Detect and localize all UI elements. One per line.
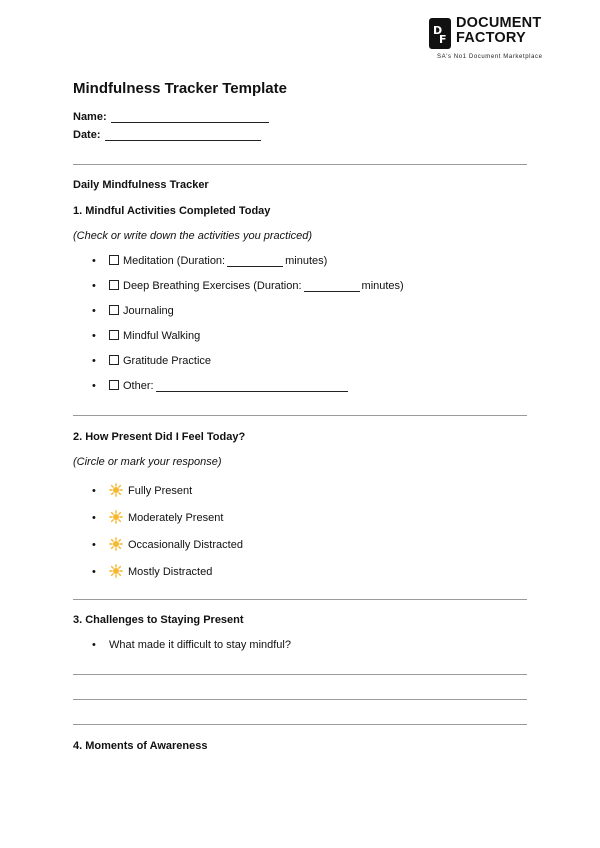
sun-icon (109, 564, 123, 578)
list-item-walking[interactable] (92, 330, 200, 342)
name-line[interactable] (111, 111, 269, 123)
section-3-heading: 3. Challenges to Staying Present (73, 614, 244, 626)
gratitude-label: Gratitude Practice (123, 355, 212, 367)
checkbox-icon[interactable] (109, 280, 119, 290)
bullet-icon: • (92, 280, 96, 292)
bullet-icon: • (92, 512, 96, 524)
checkbox-icon[interactable] (109, 380, 119, 390)
bullet-icon: • (92, 330, 96, 342)
name-label: Name: (73, 111, 107, 123)
section-4-heading: 4. Moments of Awareness (73, 740, 208, 752)
option-occasionally-distracted[interactable] (92, 537, 243, 551)
answer-line[interactable] (73, 674, 527, 675)
section-2-instruction: (Circle or mark your response) (73, 456, 222, 468)
logo-line-1: DOCUMENT (456, 15, 542, 31)
meditation-duration-blank[interactable] (227, 256, 283, 267)
meditation-label: Meditation (Duration: (123, 255, 226, 267)
logo-wordmark (456, 16, 541, 46)
divider (73, 415, 527, 416)
bullet-icon: • (92, 305, 96, 317)
bullet-icon: • (92, 485, 96, 497)
logo-mark-d: D (433, 24, 443, 37)
list-item-gratitude[interactable] (92, 355, 211, 367)
brand-logo (429, 16, 559, 66)
meditation-unit: minutes) (285, 255, 328, 267)
list-item-question (92, 639, 291, 651)
checkbox-icon[interactable] (109, 355, 119, 365)
logo-mark-f: F (439, 33, 447, 46)
list-item-meditation[interactable] (92, 255, 327, 267)
sun-icon (109, 510, 123, 524)
breathing-duration-blank[interactable] (304, 281, 360, 292)
bullet-icon: • (92, 255, 96, 267)
other-blank[interactable] (156, 381, 348, 392)
logo-mark-icon (429, 18, 451, 49)
logo-line-2: FACTORY (456, 30, 526, 46)
question-text: What made it difficult to stay mindful? (109, 639, 291, 651)
breathing-unit: minutes) (361, 280, 404, 292)
answer-line[interactable] (73, 724, 527, 725)
page-title: Mindfulness Tracker Template (73, 80, 287, 97)
list-item-other[interactable] (92, 380, 350, 392)
sun-icon (109, 537, 123, 551)
walking-label: Mindful Walking (123, 330, 201, 342)
option-label: Occasionally Distracted (128, 539, 243, 551)
bullet-icon: • (92, 539, 96, 551)
bullet-icon: • (92, 639, 96, 651)
checkbox-icon[interactable] (109, 305, 119, 315)
section-1-instruction: (Check or write down the activities you practiced) (73, 230, 313, 242)
option-label: Fully Present (128, 485, 193, 497)
divider (73, 599, 527, 600)
list-item-breathing[interactable] (92, 280, 404, 292)
name-field (73, 111, 269, 123)
section-2-heading: 2. How Present Did I Feel Today? (73, 431, 246, 443)
date-field (73, 129, 261, 141)
option-fully-present[interactable] (92, 483, 192, 497)
date-line[interactable] (105, 129, 261, 141)
breathing-label: Deep Breathing Exercises (Duration: (123, 280, 302, 292)
option-label: Moderately Present (128, 512, 224, 524)
sun-icon (109, 483, 123, 497)
date-label: Date: (73, 129, 101, 141)
list-item-journaling[interactable] (92, 305, 174, 317)
option-label: Mostly Distracted (128, 566, 213, 578)
bullet-icon: • (92, 380, 96, 392)
divider (73, 164, 527, 165)
option-mostly-distracted[interactable] (92, 564, 212, 578)
bullet-icon: • (92, 355, 96, 367)
logo-tagline: SA's No1 Document Marketplace (437, 54, 543, 60)
option-moderately-present[interactable] (92, 510, 223, 524)
other-label: Other: (123, 380, 154, 392)
tracker-heading: Daily Mindfulness Tracker (73, 179, 209, 191)
journaling-label: Journaling (123, 305, 174, 317)
bullet-icon: • (92, 566, 96, 578)
answer-line[interactable] (73, 699, 527, 700)
section-1-heading: 1. Mindful Activities Completed Today (73, 205, 271, 217)
checkbox-icon[interactable] (109, 255, 119, 265)
checkbox-icon[interactable] (109, 330, 119, 340)
